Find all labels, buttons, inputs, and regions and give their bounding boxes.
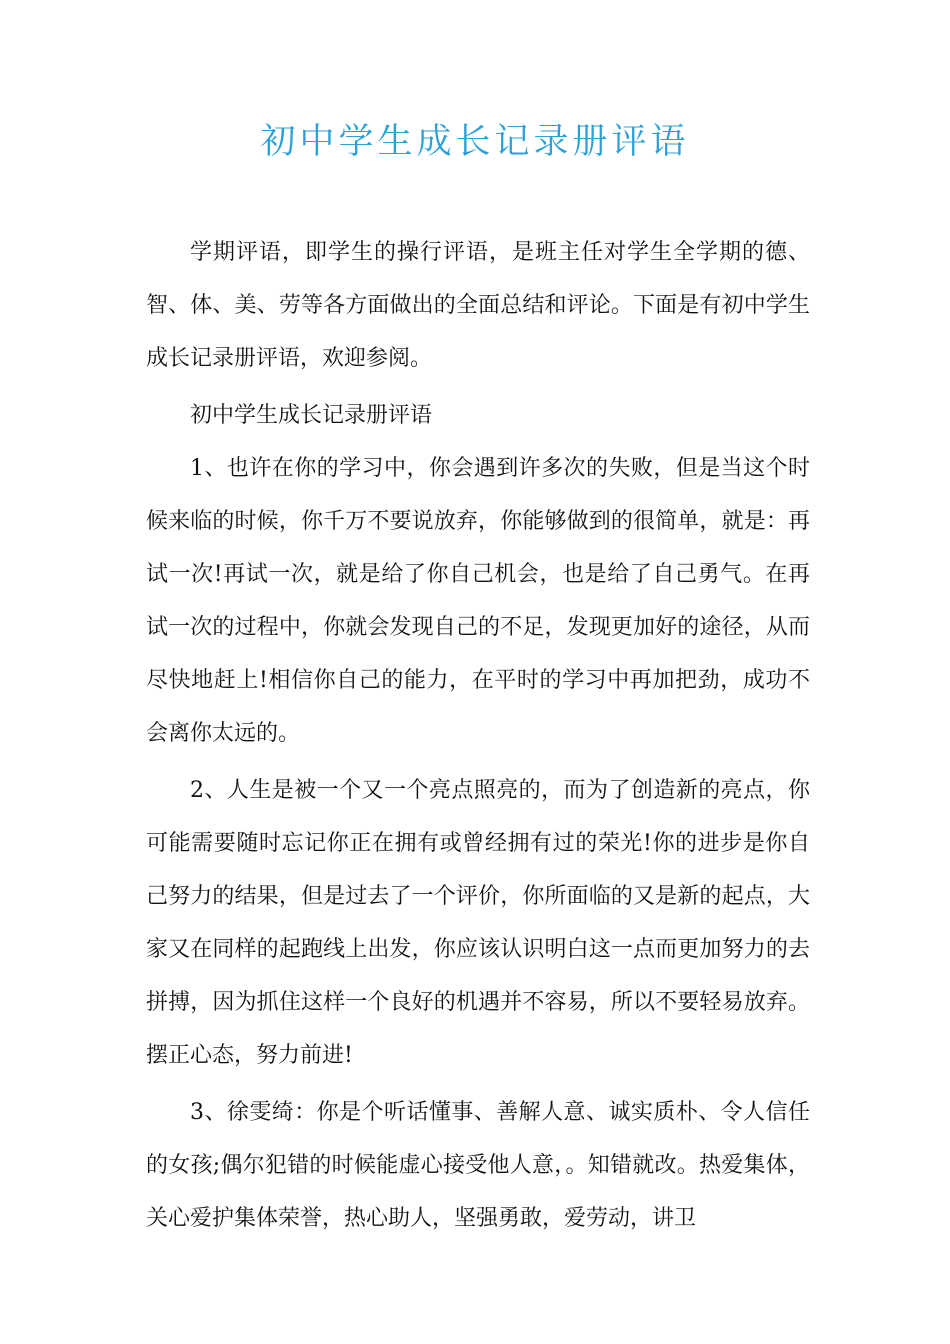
intro-paragraph: 学期评语，即学生的操行评语，是班主任对学生全学期的德、智、体、美、劳等各方面做出的全面总结和评论。下面是有初中学生成长记录册评语，欢迎参阅。 [146,240,810,371]
document-body [146,226,810,1249]
comment-paragraph-1: 1、也许在你的学习中，你会遇到许多次的失败，但是当这个时候来临的时候，你千万不要说放弃，你能够做到的很简单，就是：再试一次!再试一次，就是给了你自己机会，也是给了自己勇气。在再试一次的过程中，你就会发现自己的不足，发现更加好的途径，从而尽快地赶上!相信你自己的能力，在平时的学习中再加把劲，成功不会离你太远的。 [146,456,810,746]
comment-paragraph-3: 3、徐雯绮：你是个听话懂事、善解人意、诚实质朴、令人信任的女孩;偶尔犯错的时候能虚心接受他人意，。知错就改。热爱集体，关心爱护集体荣誉，热心助人，坚强勇敢，爱劳动，讲卫 [146,1100,810,1231]
document-title: 初中学生成长记录册评语 [260,122,690,162]
section-heading: 初中学生成长记录册评语 [190,403,433,428]
comment-paragraph-2: 2、人生是被一个又一个亮点照亮的，而为了创造新的亮点，你可能需要随时忘记你正在拥有或曾经拥有过的荣光!你的进步是你自己努力的结果，但是过去了一个评价，你所面临的又是新的起点，大家又在同样的起跑线上出发，你应该认识明白这一点而更加努力的去拼搏，因为抓住这样一个良好的机遇并不容易，所以不要轻易放弃。摆正心态，努力前进! [146,778,810,1068]
